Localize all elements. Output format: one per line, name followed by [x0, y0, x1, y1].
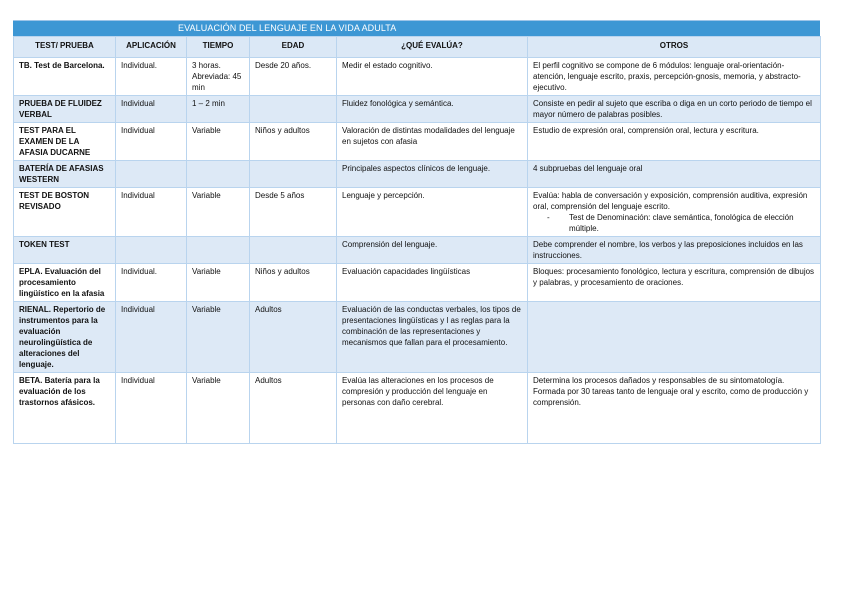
cell-evalua: Principales aspectos clínicos de lenguaje. — [337, 161, 528, 188]
cell-otros — [528, 188, 821, 237]
cell-tiempo — [187, 237, 250, 264]
cell-tiempo: 1 – 2 min — [187, 96, 250, 123]
cell-edad — [250, 96, 337, 123]
otros-text: Evalúa: habla de conversación y exposición, comprensión auditiva, expresión oral, comprensión del lenguaje escrito. — [533, 191, 808, 211]
cell-evalua: Medir el estado cognitivo. — [337, 58, 528, 96]
cell-aplicacion — [116, 161, 187, 188]
table-row — [14, 161, 821, 188]
cell-evalua: Evaluación de las conductas verbales, los tipos de presentaciones lingüísticas y l as reglas para la combinación de las representaciones y mecanismos que fallan para el procesamiento. — [337, 302, 528, 373]
table-title: EVALUACIÓN DEL LENGUAJE EN LA VIDA ADULTA — [13, 20, 820, 36]
cell-edad: Niños y adultos — [250, 264, 337, 302]
cell-evalua: Evalúa las alteraciones en los procesos de compresión y producción del lenguaje en personas con daño cerebral. — [337, 373, 528, 444]
cell-edad — [250, 161, 337, 188]
cell-evalua: Valoración de distintas modalidades del lenguaje en sujetos con afasia — [337, 123, 528, 161]
evaluation-table-sheet — [13, 20, 820, 444]
header-otros: OTROS — [528, 37, 821, 58]
cell-aplicacion: Individual. — [116, 264, 187, 302]
header-tiempo: TIEMPO — [187, 37, 250, 58]
cell-otros: El perfil cognitivo se compone de 6 módulos: lenguaje oral-orientación-atención, lenguaje escrito, praxis, percepción-gnosis, memoria, y abstracto-ejecutivo. — [528, 58, 821, 96]
cell-edad: Adultos — [250, 302, 337, 373]
cell-edad: Niños y adultos — [250, 123, 337, 161]
cell-otros: Debe comprender el nombre, los verbos y las preposiciones incluidos en las instrucciones. — [528, 237, 821, 264]
cell-edad: Desde 5 años — [250, 188, 337, 237]
cell-tiempo: Variable — [187, 373, 250, 444]
cell-evalua: Fluidez fonológica y semántica. — [337, 96, 528, 123]
cell-test: TEST DE BOSTON REVISADO — [14, 188, 116, 237]
header-row — [14, 37, 821, 58]
cell-otros: Consiste en pedir al sujeto que escriba o diga en un corto periodo de tiempo el mayor número de palabras posibles. — [528, 96, 821, 123]
cell-aplicacion: Individual — [116, 123, 187, 161]
cell-otros — [528, 302, 821, 373]
evaluation-table — [13, 36, 821, 444]
cell-otros: Estudio de expresión oral, comprensión oral, lectura y escritura. — [528, 123, 821, 161]
header-test: TEST/ PRUEBA — [14, 37, 116, 58]
cell-tiempo: Variable — [187, 123, 250, 161]
cell-otros: 4 subpruebas del lenguaje oral — [528, 161, 821, 188]
dash-bullet-icon: - — [547, 213, 550, 222]
cell-tiempo — [187, 161, 250, 188]
cell-edad: Adultos — [250, 373, 337, 444]
cell-aplicacion: Individual — [116, 96, 187, 123]
header-edad: EDAD — [250, 37, 337, 58]
table-row — [14, 123, 821, 161]
otros-bullet-item — [533, 212, 815, 234]
table-row — [14, 96, 821, 123]
cell-evalua: Evaluación capacidades lingüísticas — [337, 264, 528, 302]
cell-test: TEST PARA EL EXAMEN DE LA AFASIA DUCARNE — [14, 123, 116, 161]
cell-aplicacion: Individual — [116, 373, 187, 444]
cell-edad — [250, 237, 337, 264]
cell-edad: Desde 20 años. — [250, 58, 337, 96]
header-evalua: ¿QUÉ EVALÚA? — [337, 37, 528, 58]
cell-aplicacion: Individual — [116, 302, 187, 373]
table-row — [14, 237, 821, 264]
cell-otros: Bloques: procesamiento fonológico, lectura y escritura, comprensión de dibujos y palabras, y procesamiento de oraciones. — [528, 264, 821, 302]
cell-tiempo: Variable — [187, 302, 250, 373]
table-row — [14, 58, 821, 96]
cell-tiempo: Variable — [187, 264, 250, 302]
cell-test: BETA. Batería para la evaluación de los trastornos afásicos. — [14, 373, 116, 444]
cell-aplicacion — [116, 237, 187, 264]
table-row — [14, 264, 821, 302]
cell-otros — [528, 373, 821, 444]
otros-text: Determina los procesos dañados y responsables de su sintomatología. — [533, 376, 785, 385]
cell-test: TOKEN TEST — [14, 237, 116, 264]
cell-test: PRUEBA DE FLUIDEZ VERBAL — [14, 96, 116, 123]
cell-test: BATERÍA DE AFASIAS WESTERN — [14, 161, 116, 188]
table-row — [14, 373, 821, 444]
cell-tiempo: Variable — [187, 188, 250, 237]
table-row — [14, 188, 821, 237]
cell-tiempo: 3 horas. Abreviada: 45 min — [187, 58, 250, 96]
cell-evalua: Comprensión del lenguaje. — [337, 237, 528, 264]
cell-aplicacion: Individual. — [116, 58, 187, 96]
cell-test: RIENAL. Repertorio de instrumentos para la evaluación neurolingüística de alteraciones del lenguaje. — [14, 302, 116, 373]
header-aplicacion: APLICACIÓN — [116, 37, 187, 58]
otros-bullet-text: Test de Denominación: clave semántica, fonológica de elección múltiple. — [569, 213, 794, 233]
otros-extra-text: Formada por 30 tareas tanto de lenguaje oral y escrito, como de producción y comprensión. — [533, 387, 809, 407]
cell-test: EPLA. Evaluación del procesamiento lingüístico en la afasia — [14, 264, 116, 302]
cell-test: TB. Test de Barcelona. — [14, 58, 116, 96]
cell-evalua: Lenguaje y percepción. — [337, 188, 528, 237]
cell-aplicacion: Individual — [116, 188, 187, 237]
table-row — [14, 302, 821, 373]
